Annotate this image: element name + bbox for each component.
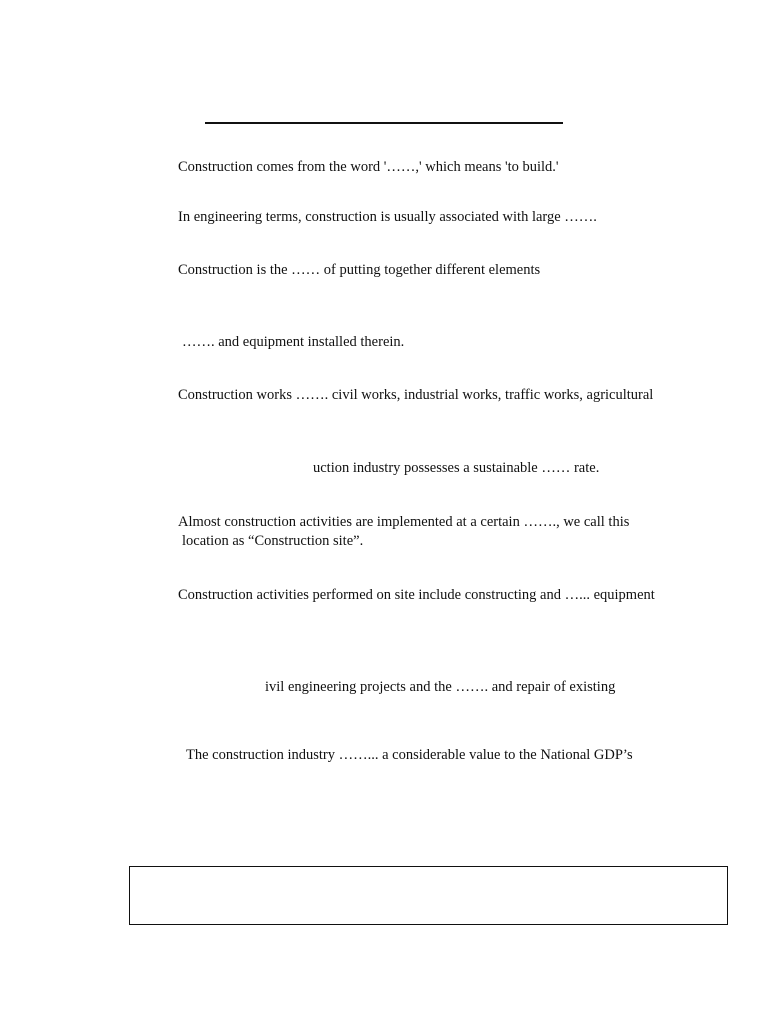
sentence-10: The construction industry ……... a considerable value to the National GDP’s xyxy=(186,747,633,763)
sentence-2: In engineering terms, construction is usually associated with large ……. xyxy=(178,209,597,225)
title-rule xyxy=(205,122,563,124)
sentence-8: Construction activities performed on site include constructing and …... equipment xyxy=(178,587,655,603)
sentence-5: Construction works ……. civil works, industrial works, traffic works, agricultural xyxy=(178,387,654,403)
sentence-9: ivil engineering projects and the ……. and repair of existing xyxy=(265,679,616,695)
sentence-3: Construction is the …… of putting together different elements xyxy=(178,262,541,278)
sentence-7-continuation: location as “Construction site”. xyxy=(182,533,364,549)
answer-box xyxy=(129,866,728,925)
sentence-6: uction industry possesses a sustainable …… rate. xyxy=(313,460,600,476)
sentence-4: ……. and equipment installed therein. xyxy=(182,334,405,350)
sentence-7: Almost construction activities are implemented at a certain ……., we call this xyxy=(178,514,630,530)
sentence-1: Construction comes from the word '……,' which means 'to build.' xyxy=(178,159,559,175)
